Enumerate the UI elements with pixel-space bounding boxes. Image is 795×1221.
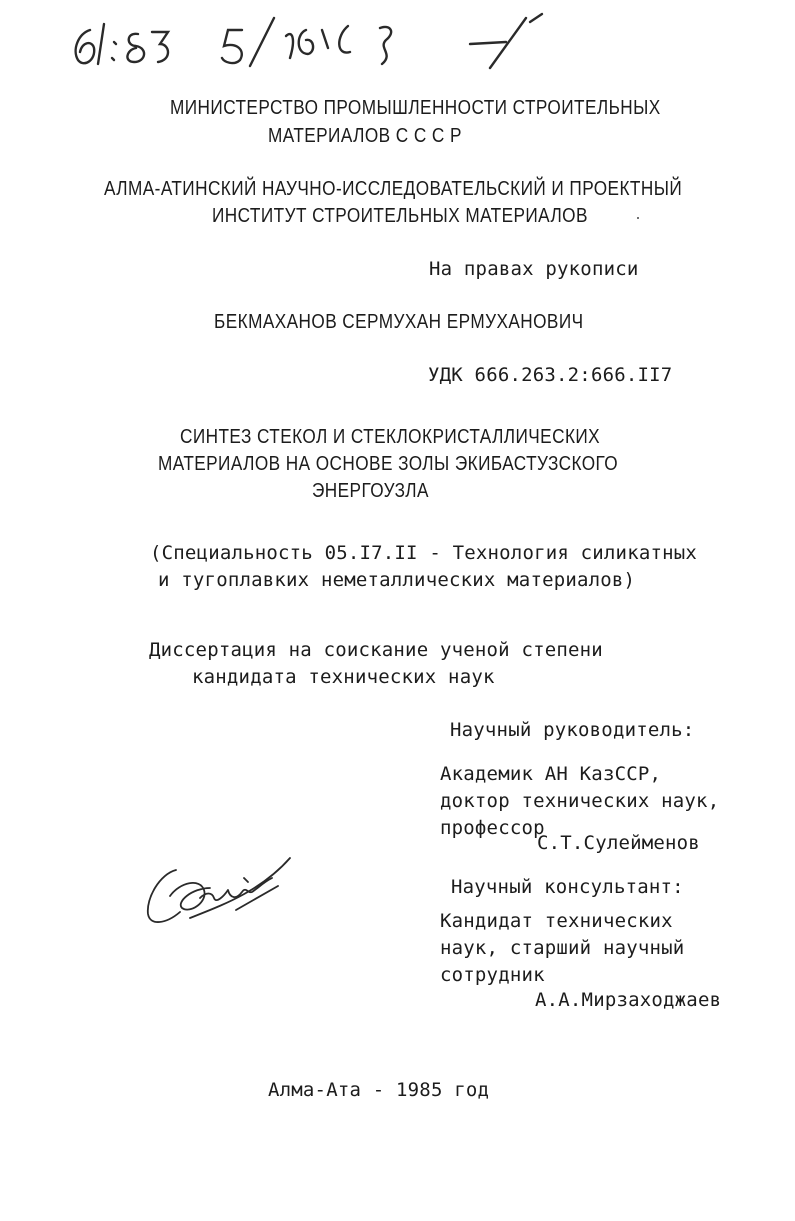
- udc-code: УДК 666.263.2:666.II7: [428, 364, 673, 386]
- consultant-line-1: Кандидат технических: [440, 910, 673, 932]
- consultant-line-3: сотрудник: [440, 964, 545, 986]
- supervisor-line-3: профессор: [440, 817, 545, 839]
- supervisor-line-2: доктор технических наук,: [440, 790, 720, 812]
- consultant-heading: Научный консультант:: [451, 876, 684, 898]
- rights-note: На правах рукописи: [429, 258, 639, 280]
- ink-speck: [637, 217, 639, 219]
- institute-line-2: ИНСТИТУТ СТРОИТЕЛЬНЫХ МАТЕРИАЛОВ: [212, 205, 588, 227]
- specialty-line-1: (Специальность 05.I7.II - Технология силикатных: [150, 542, 698, 564]
- supervisor-heading: Научный руководитель:: [450, 719, 695, 741]
- ministry-line-2: МАТЕРИАЛОВ С С С Р: [268, 125, 462, 147]
- dissertation-line-1: Диссертация на соискание ученой степени: [149, 639, 603, 661]
- signature: [140, 852, 300, 932]
- specialty-line-2: и тугоплавких неметаллических материалов): [158, 569, 636, 591]
- supervisor-name: С.Т.Сулейменов: [537, 832, 700, 854]
- dissertation-line-2: кандидата технических наук: [192, 666, 495, 688]
- institute-line-1: АЛМА-АТИНСКИЙ НАУЧНО-ИССЛЕДОВАТЕЛЬСКИЙ И ПРОЕКТНЫЙ: [104, 178, 683, 200]
- supervisor-line-1: Академик АН КазССР,: [440, 763, 662, 785]
- place-and-year: Алма-Ата - 1985 год: [268, 1079, 490, 1101]
- consultant-line-2: наук, старший научный: [440, 937, 685, 959]
- author-name: БЕКМАХАНОВ СЕРМУХАН ЕРМУХАНОВИЧ: [214, 311, 584, 333]
- title-line-1: СИНТЕЗ СТЕКОЛ И СТЕКЛОКРИСТАЛЛИЧЕСКИХ: [180, 426, 601, 448]
- ministry-line-1: МИНИСТЕРСТВО ПРОМЫШЛЕННОСТИ СТРОИТЕЛЬНЫХ: [170, 97, 661, 119]
- title-line-3: ЭНЕРГОУЗЛА: [312, 480, 429, 502]
- title-line-2: МАТЕРИАЛОВ НА ОСНОВЕ ЗОЛЫ ЭКИБАСТУЗСКОГО: [158, 453, 619, 475]
- consultant-name: А.А.Мирзаходжаев: [535, 989, 722, 1011]
- archive-stamp: [60, 8, 560, 70]
